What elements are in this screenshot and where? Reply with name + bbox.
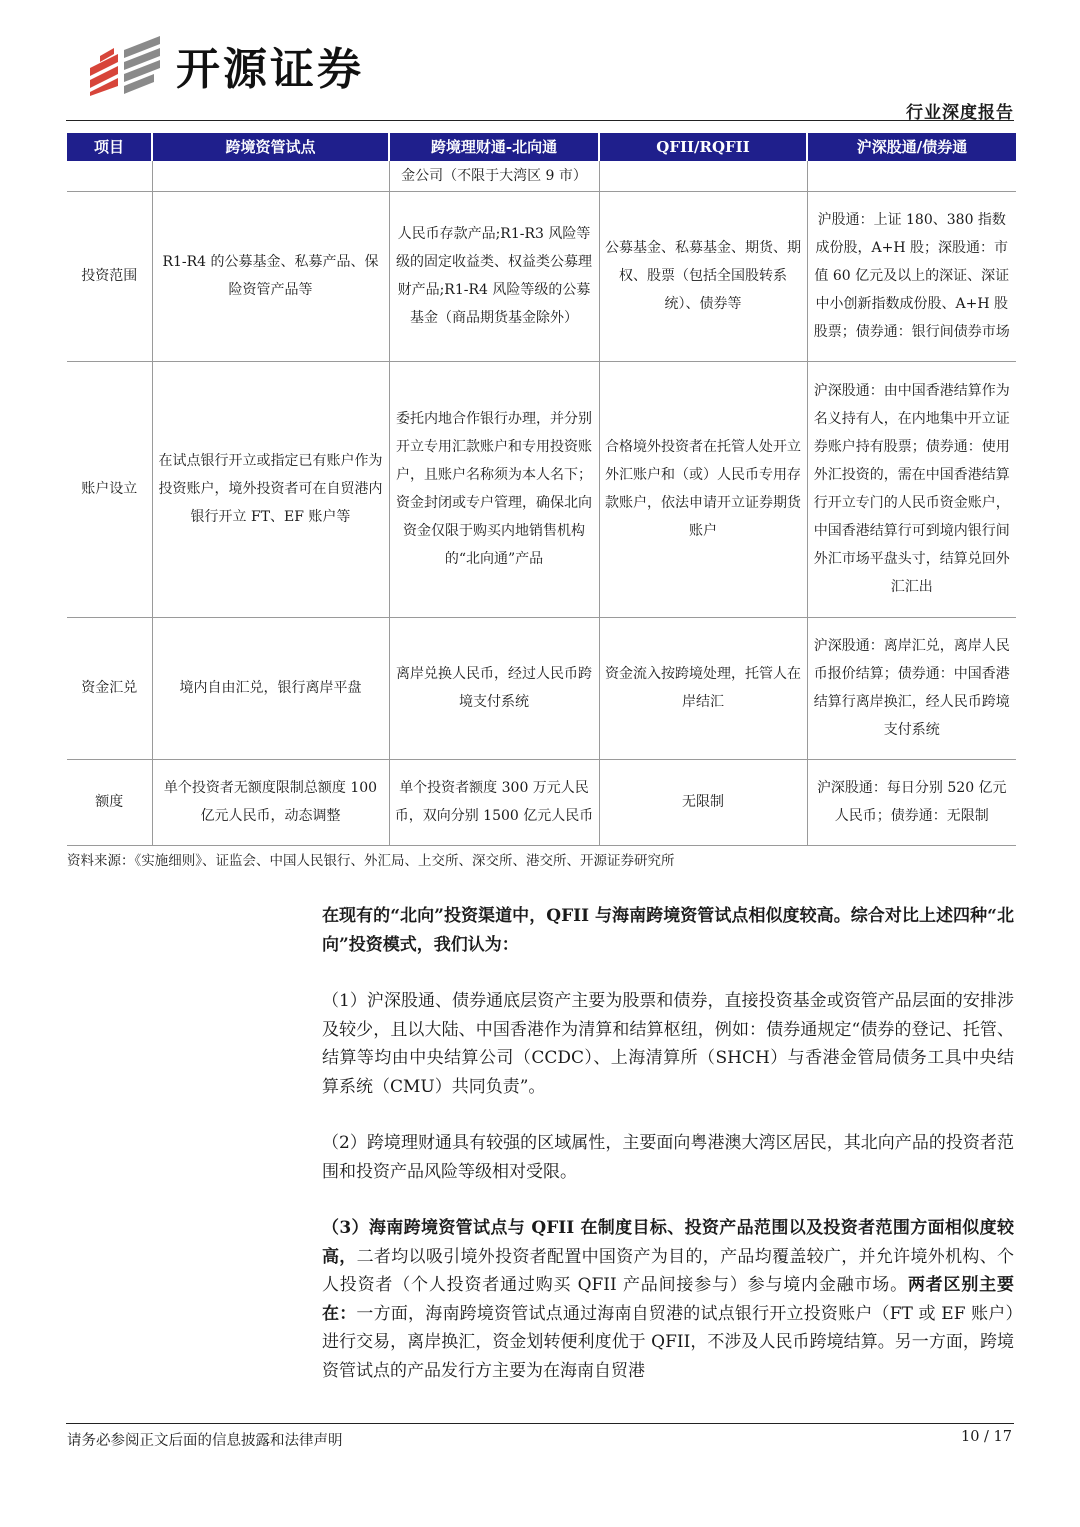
table-cell: 境内自由汇兑，银行离岸平盘 [152, 617, 389, 759]
table-cell: 金公司（不限于大湾区 9 市） [389, 161, 599, 191]
comparison-table [67, 133, 1016, 846]
page-number: 10 / 17 [960, 1429, 1012, 1445]
table-cell: 单个投资者无额度限制总额度 100 亿元人民币，动态调整 [152, 759, 389, 845]
table-cell: 单个投资者额度 300 万元人民币，双向分别 1500 亿元人民币 [389, 759, 599, 845]
point-3-body: 二者均以吸引境外投资者配置中国资产为目的，产品均覆盖较广，并允许境外机构、个人投资者（个人投资者通过购买 QFII 产品间接参与）参与境内金融市场。 [322, 1246, 1015, 1295]
col-header-connect: 沪深股通/债券通 [807, 133, 1016, 161]
source-note: 资料来源：《实施细则》、证监会、中国人民银行、外汇局、上交所、深交所、港交所、开源证券研究所 [67, 853, 675, 869]
point-3-body-2: 一方面，海南跨境资管试点通过海南自贸港的试点银行开立投资账户（FT 或 EF 账户）进行交易，离岸换汇，资金划转便利度优于 QFII，不涉及人民币跨境结算。另一方面，跨境资管试点的产品发行方主要为在海南自贸港 [322, 1303, 1015, 1381]
table-row [67, 617, 1016, 759]
point-3-lead: （3）海南跨境资管试点与 QFII 在制度目标、投资产品范围以及投资者范围方面相似度较高， [322, 1218, 1014, 1267]
company-logo [88, 34, 364, 96]
table-row [67, 361, 1016, 617]
table-cell: 沪股通：上证 180、380 指数成份股，A+H 股；深股通：市值 60 亿元及以上的深证、深证中小创新指数成份股、A+H 股股票；债券通：银行间债券市场 [807, 191, 1016, 361]
header-divider [66, 120, 1014, 121]
intro-text: 在现有的“北向”投资渠道中，QFII 与海南跨境资管试点相似度较高。综合对比上述四种“北向”投资模式，我们认为： [322, 906, 1014, 955]
col-header-wmc: 跨境理财通-北向通 [389, 133, 599, 161]
table-cell: 资金流入按跨境处理，托管人在岸结汇 [599, 617, 807, 759]
intro-paragraph [322, 902, 1014, 959]
point-3-paragraph [322, 1214, 1014, 1385]
col-header-qfii: QFII/RQFII [599, 133, 807, 161]
point-3-text [322, 1214, 1014, 1385]
logo-icon [88, 34, 162, 96]
table-cell: 公募基金、私募基金、期货、期权、股票（包括全国股转系统）、债券等 [599, 191, 807, 361]
table-cell: 沪深股通：每日分别 520 亿元人民币；债券通：无限制 [807, 759, 1016, 845]
row-label: 投资范围 [67, 191, 152, 361]
table-cell: 无限制 [599, 759, 807, 845]
report-type: 行业深度报告 [906, 103, 1014, 123]
col-header-item: 项目 [67, 133, 152, 161]
footer-divider [66, 1423, 1014, 1424]
table-cell: 合格境外投资者在托管人处开立外汇账户和（或）人民币专用存款账户，依法申请开立证券期货账户 [599, 361, 807, 617]
table-cell: 沪深股通：由中国香港结算作为名义持有人，在内地集中开立证券账户持有股票；债券通：使用外汇投资的，需在中国香港结算行开立专门的人民币资金账户，中国香港结算行可到境内银行间外汇市场平盘头寸，结算兑回外汇汇出 [807, 361, 1016, 617]
point-2-paragraph [322, 1129, 1014, 1186]
row-label: 账户设立 [67, 361, 152, 617]
table-cell: 在试点银行开立或指定已有账户作为投资账户，境外投资者可在自贸港内银行开立 FT、EF 账户等 [152, 361, 389, 617]
table-cell: 委托内地合作银行办理，并分别开立专用汇款账户和专用投资账户，且账户名称须为本人名下；资金封闭或专户管理，确保北向资金仅限于购买内地销售机构的“北向通”产品 [389, 361, 599, 617]
table-cell: R1-R4 的公募基金、私募产品、保险资管产品等 [152, 191, 389, 361]
point-3-lead-2: 两者区别主要在： [322, 1275, 1014, 1324]
point-1-paragraph [322, 987, 1014, 1101]
table-row [67, 191, 1016, 361]
footer-disclaimer: 请务必参阅正文后面的信息披露和法律声明 [67, 1433, 343, 1449]
row-label: 资金汇兑 [67, 617, 152, 759]
table-header-row [67, 133, 1016, 161]
table-cell: 离岸兑换人民币，经过人民币跨境支付系统 [389, 617, 599, 759]
table-cell: 沪深股通：离岸汇兑，离岸人民币报价结算；债券通：中国香港结算行离岸换汇，经人民币跨境支付系统 [807, 617, 1016, 759]
logo-text: 开源证券 [176, 44, 364, 95]
table-cell: 人民币存款产品;R1-R3 风险等级的固定收益类、权益类公募理财产品;R1-R4 风险等级的公募基金（商品期货基金除外） [389, 191, 599, 361]
row-label: 额度 [67, 759, 152, 845]
point-1-text: （1）沪深股通、债券通底层资产主要为股票和债券，直接投资基金或资管产品层面的安排涉及较少，且以大陆、中国香港作为清算和结算枢纽，例如：债券通规定“债券的登记、托管、结算等均由中央结算公司（CCDC）、上海清算所（SHCH）与香港金管局债务工具中央结算系统（CMU）共同负责”。 [322, 991, 1014, 1097]
table-row [67, 759, 1016, 845]
point-2-text: （2）跨境理财通具有较强的区域属性，主要面向粤港澳大湾区居民，其北向产品的投资者范围和投资产品风险等级相对受限。 [322, 1133, 1014, 1182]
table-row-carryover [67, 161, 1016, 191]
col-header-pilot: 跨境资管试点 [152, 133, 389, 161]
